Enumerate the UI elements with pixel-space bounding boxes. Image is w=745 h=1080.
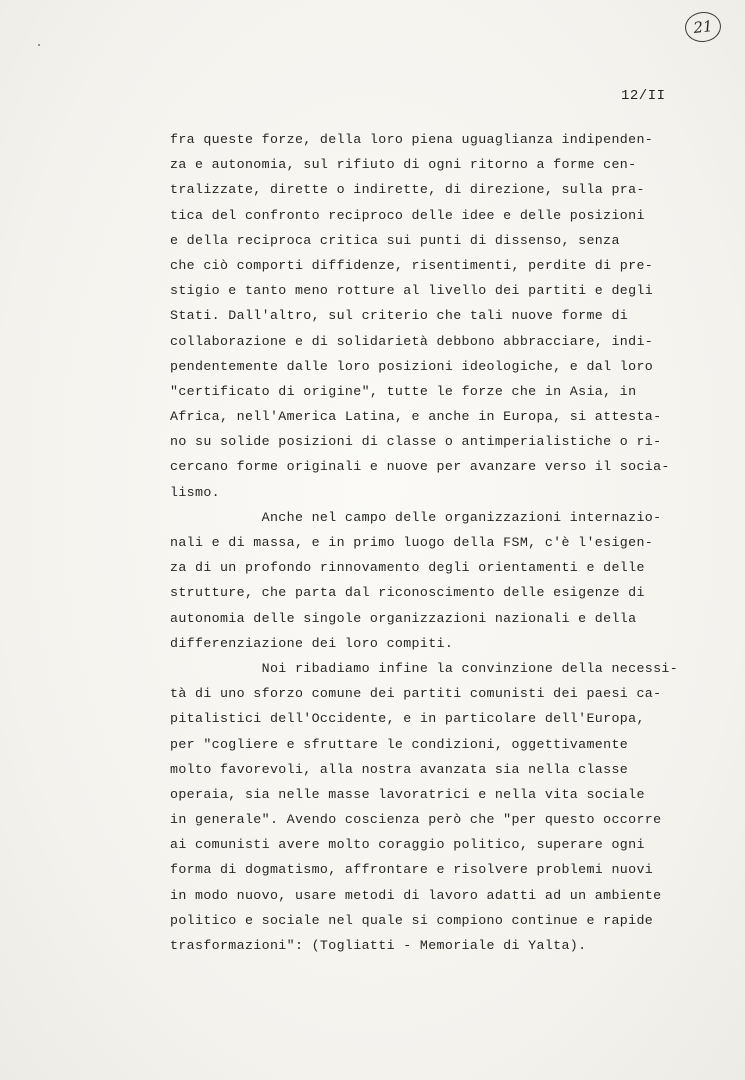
text-line: cercano forme originali e nuove per avanzare verso il socia- xyxy=(170,459,670,475)
text-line: stigio e tanto meno rotture al livello dei partiti e degli xyxy=(170,283,654,299)
text-line: operaia, sia nelle masse lavoratrici e nella vita sociale xyxy=(170,786,645,802)
text-line: Africa, nell'America Latina, e anche in Europa, si attesta- xyxy=(170,409,662,425)
text-line: za e autonomia, sul rifiuto di ogni ritorno a forme cen- xyxy=(170,157,637,173)
text-line: tà di uno sforzo comune dei partiti comunisti dei paesi ca- xyxy=(170,686,662,702)
text-line: nali e di massa, e in primo luogo della FSM, c'è l'esigen- xyxy=(170,535,654,550)
text-line: molto favorevoli, alla nostra avanzata sia nella classe xyxy=(170,761,629,777)
text-line: in modo nuovo, usare metodi di lavoro adatti ad un ambiente xyxy=(170,887,662,903)
text-line: Stati. Dall'altro, sul criterio che tali nuove forme di xyxy=(170,308,629,324)
text-line: no su solide posizioni di classe o antimperialistiche o ri- xyxy=(170,434,662,450)
body-text xyxy=(170,127,710,958)
text-line: Anche nel campo delle organizzazioni internazio- xyxy=(170,509,662,525)
text-line: pitalistici dell'Occidente, e in particolare dell'Europa, xyxy=(170,711,645,727)
text-line: differenziazione dei loro compiti. xyxy=(170,635,454,651)
text-line: e della reciproca critica sui punti di dissenso, senza xyxy=(170,232,620,248)
text-line: tica del confronto reciproco delle idee e delle posizioni xyxy=(170,207,645,223)
text-line: "certificato di origine", tutte le forze che in Asia, in xyxy=(170,383,637,399)
text-line: ai comunisti avere molto coraggio politico, superare ogni xyxy=(170,837,645,853)
archive-stamp: 21 xyxy=(684,10,723,44)
text-line: trasformazioni": (Togliatti - Memoriale di Yalta). xyxy=(170,938,587,953)
text-line: fra queste forze, della loro piena uguaglianza indipenden- xyxy=(170,132,654,147)
text-line: pendentemente dalle loro posizioni ideologiche, e dal loro xyxy=(170,358,654,374)
page-number: 12/II xyxy=(621,88,666,104)
text-line: in generale". Avendo coscienza però che "per questo occorre xyxy=(170,812,662,828)
text-line: Noi ribadiamo infine la convinzione della necessi- xyxy=(170,660,679,676)
text-line: politico e sociale nel quale si compiono continue e rapide xyxy=(170,912,654,928)
text-line: lismo. xyxy=(170,484,220,500)
text-line: collaborazione e di solidarietà debbono abbracciare, indi- xyxy=(170,333,654,349)
text-line: che ciò comporti diffidenze, risentimenti, perdite di pre- xyxy=(170,257,654,273)
text-line: za di un profondo rinnovamento degli orientamenti e delle xyxy=(170,560,645,576)
paper-speck xyxy=(38,44,40,46)
text-line: tralizzate, dirette o indirette, di direzione, sulla pra- xyxy=(170,182,645,198)
text-line: autonomia delle singole organizzazioni nazionali e della xyxy=(170,610,637,626)
text-line: per "cogliere e sfruttare le condizioni, oggettivamente xyxy=(170,736,629,752)
text-line: strutture, che parta dal riconoscimento delle esigenze di xyxy=(170,585,645,601)
text-line: forma di dogmatismo, affrontare e risolvere problemi nuovi xyxy=(170,862,654,878)
